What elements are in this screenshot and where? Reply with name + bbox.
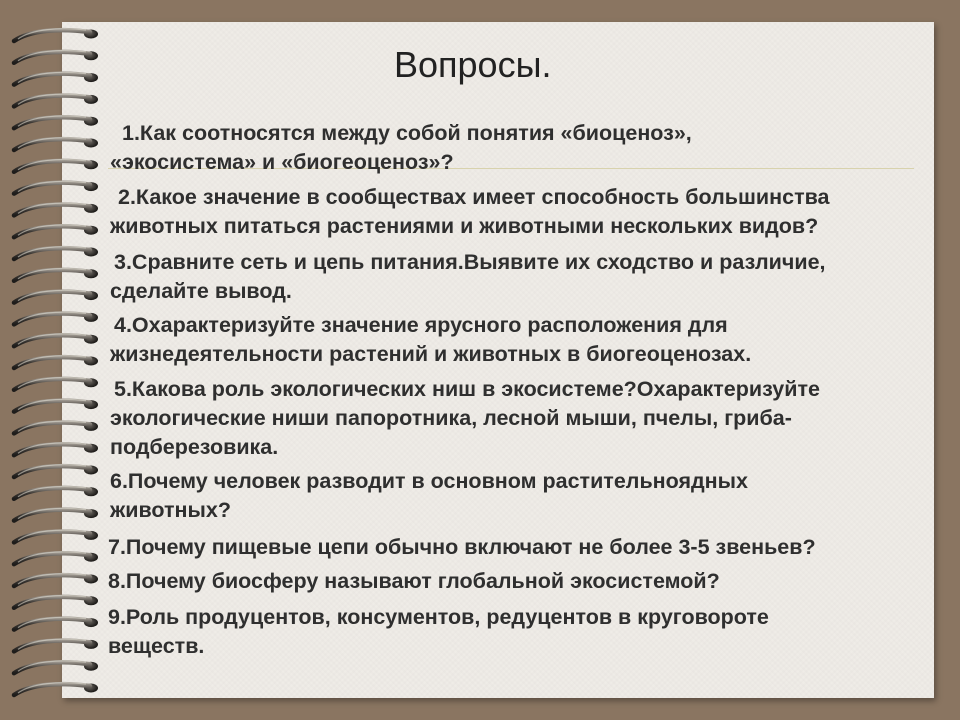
question-6-line-1: 6.Почему человек разводит в основном растительноядных	[110, 469, 748, 493]
question-6-line-2: животных?	[110, 498, 231, 522]
question-7-line-1: 7.Почему пищевые цепи обычно включают не более 3-5 звеньев?	[108, 535, 816, 559]
question-3	[110, 248, 826, 306]
question-1	[110, 119, 692, 177]
spiral-binding	[0, 0, 120, 720]
question-3-line-2: сделайте вывод.	[110, 279, 292, 303]
question-2-line-1: 2.Какое значение в сообществах имеет способность большинства	[118, 185, 830, 209]
question-8	[108, 567, 720, 596]
question-1-line-1: 1.Как соотносятся между собой понятия «биоценоз»,	[122, 121, 692, 145]
question-1-line-2: «экосистема» и «биогеоценоз»?	[110, 150, 454, 174]
question-5-line-3: подберезовика.	[110, 435, 279, 459]
question-4	[110, 311, 752, 369]
question-9-line-2: веществ.	[108, 634, 205, 658]
question-9-line-1: 9.Роль продуцентов, консументов, редуцентов в круговороте	[108, 605, 769, 629]
question-4-line-1: 4.Охарактеризуйте значение ярусного расположения для	[114, 313, 728, 337]
question-9	[108, 603, 769, 661]
question-8-line-1: 8.Почему биосферу называют глобальной экосистемой?	[108, 569, 720, 593]
question-6	[110, 467, 748, 525]
slide-title: Вопросы.	[394, 44, 552, 85]
question-5-line-2: экологические ниши папоротника, лесной мыши, пчелы, гриба-	[110, 406, 792, 430]
question-3-line-1: 3.Сравните сеть и цепь питания.Выявите их сходство и различие,	[114, 250, 826, 274]
question-2	[110, 183, 830, 241]
question-5	[110, 375, 820, 462]
question-7	[108, 533, 816, 562]
question-5-line-1: 5.Какова роль экологических ниш в экосистеме?Охарактеризуйте	[114, 377, 820, 401]
question-2-line-2: животных питаться растениями и животными нескольких видов?	[110, 214, 819, 238]
question-4-line-2: жизнедеятельности растений и животных в биогеоценозах.	[110, 342, 752, 366]
